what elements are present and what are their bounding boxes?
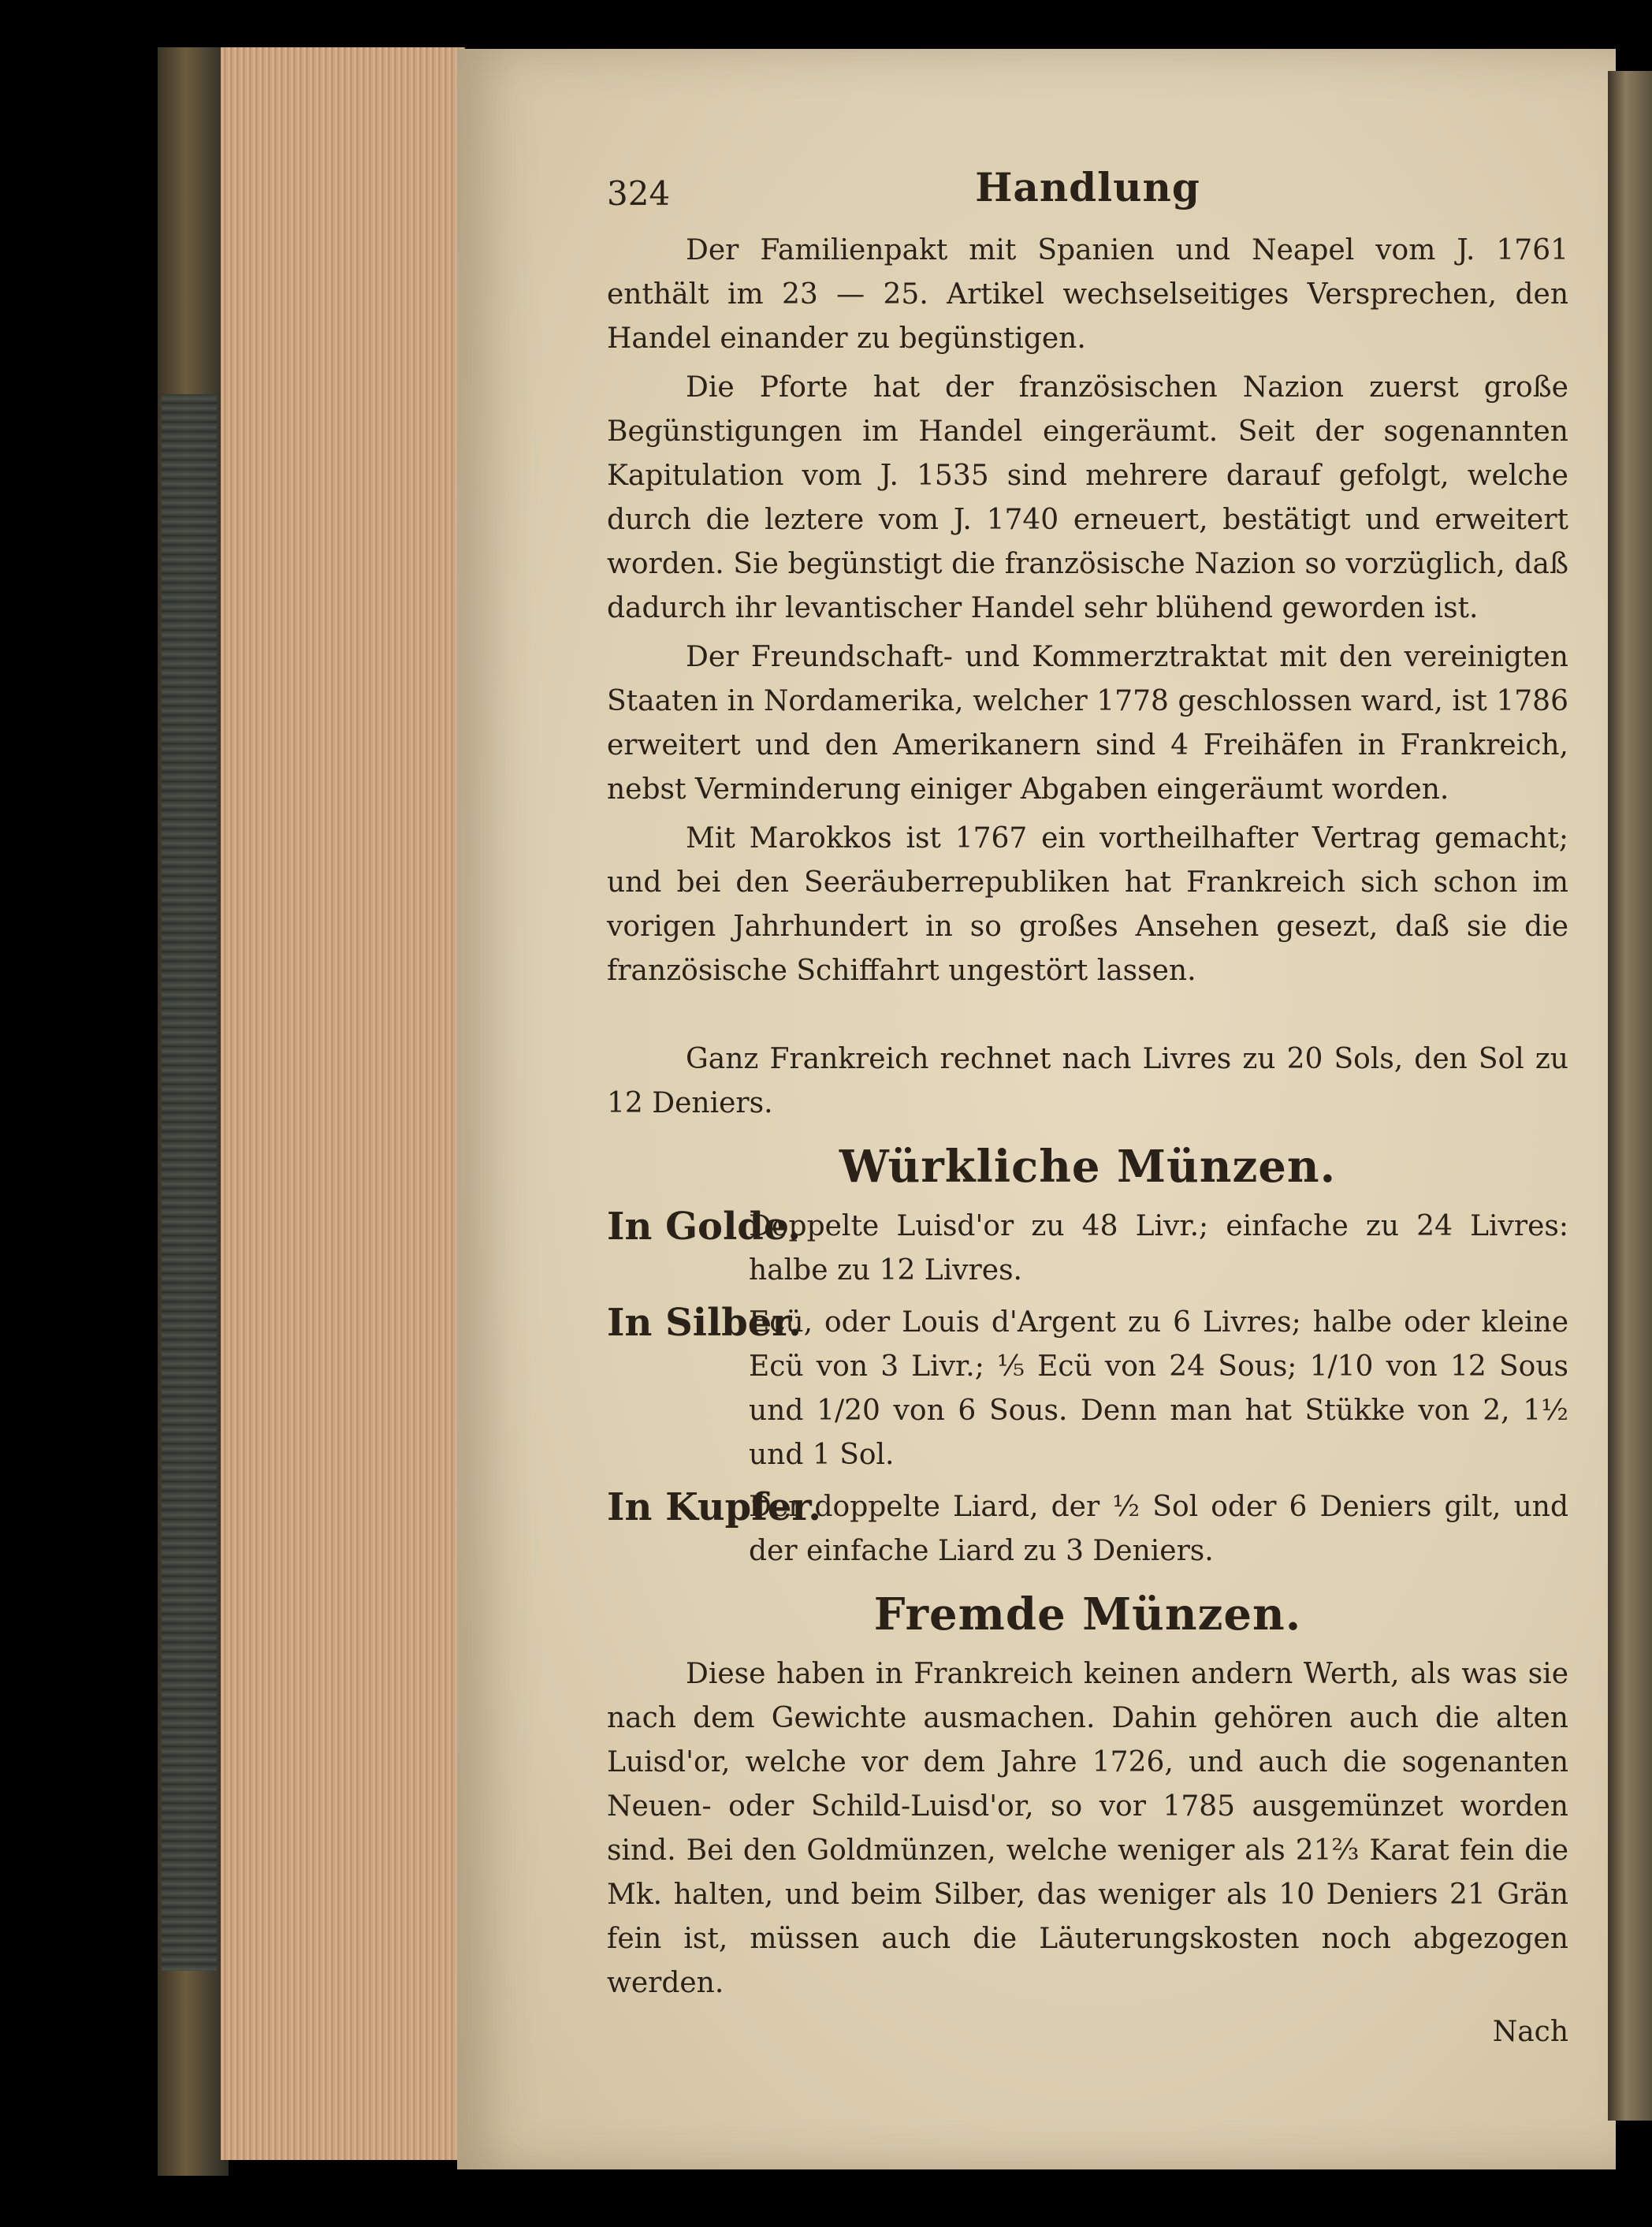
page-edges [221,47,465,2160]
page-text [607,158,1568,2054]
facing-page-edge [1608,71,1652,2121]
paragraph: Die Pforte hat der französischen Nazion zuerst große Begünstigungen im Handel eingeräumt. Seit der sogenannten Kapitulation vom J. 1535 sind mehrere darauf gefolgt, welche durch die leztere vom J. 1740 erneuert, bestätigt und erweitert worden. Sie begünstigt die französische Nazion so vorzüglich, daß dadurch ihr levantischer Handel sehr blühend geworden ist. [607,371,1568,624]
page-header [607,158,1568,229]
currency-paragraph: Ganz Frankreich rechnet nach Livres zu 20 Sols, den Sol zu 12 Deniers. [607,1043,1568,1119]
coin-entry-text: Der doppelte Liard, der ½ Sol oder 6 Deniers gilt, und der einfache Liard zu 3 Deniers. [749,1491,1568,1567]
coin-entry-text: Doppelte Luisd'or zu 48 Livr.; einfache zu 24 Livres: halbe zu 12 Livres. [749,1210,1568,1287]
book-spine-cloth [162,394,217,1971]
paragraph: Der Freundschaft- und Kommerztraktat mit den vereinigten Staaten in Nordamerika, welcher 1778 geschlossen ward, ist 1786 erweitert und den Amerikanern sind 4 Freihäfen in Frankreich, nebst Verminderung einiger Abgaben eingeräumt worden. [607,641,1568,806]
page-number: 324 [607,174,671,213]
coin-entry-gold [607,1205,1568,1293]
catchword: Nach [1492,2016,1568,2048]
coin-entry-copper [607,1485,1568,1573]
coin-entry-lead: In Silber. [607,1301,802,1345]
coin-entry-text: Ecü, oder Louis d'Argent zu 6 Livres; halbe oder kleine Ecü von 3 Livr.; ⅕ Ecü von 24 Sous; 1/10 von 12 Sous und 1/20 von 6 Sous. Denn man hat Stükke von 2, 1½ und 1 Sol. [749,1306,1568,1471]
section-spacer [607,998,1568,1037]
paragraph: Der Familienpakt mit Spanien und Neapel vom J. 1761 enthält im 23 — 25. Artikel wechselseitiges Versprechen, den Handel einander zu begünstigen. [607,234,1568,355]
paragraph: Mit Marokkos ist 1767 ein vortheilhafter Vertrag gemacht; und bei den Seeräuberrepubliken hat Frankreich sich schon im vorigen Jahrhundert in so großes Ansehen gesezt, daß sie die französische Schiffahrt ungestört lassen. [607,822,1568,987]
coin-entry-silver [607,1301,1568,1477]
section-heading-foreign-coins: Fremde Münzen. [873,1588,1302,1640]
section-heading-real-coins: Würkliche Münzen. [839,1141,1337,1193]
running-head: Handlung [975,164,1200,210]
coin-entry-lead: In Golde. [607,1205,802,1249]
coin-entry-lead: In Kupfer. [607,1485,821,1529]
paragraph: Diese haben in Frankreich keinen andern Werth, als was sie nach dem Gewichte ausmachen. Dahin gehören auch die alten Luisd'or, welche vor dem Jahre 1726, und auch die sogenanten Neuen- oder Schild-Luisd'or, so vor 1785 ausgemünzet worden sind. Bei den Goldmünzen, welche weniger als 21⅔ Karat fein die Mk. halten, und beim Silber, das weniger als 10 Deniers 21 Grän fein ist, müssen auch die Läuterungskosten noch abgezogen werden. [607,1658,1568,1999]
